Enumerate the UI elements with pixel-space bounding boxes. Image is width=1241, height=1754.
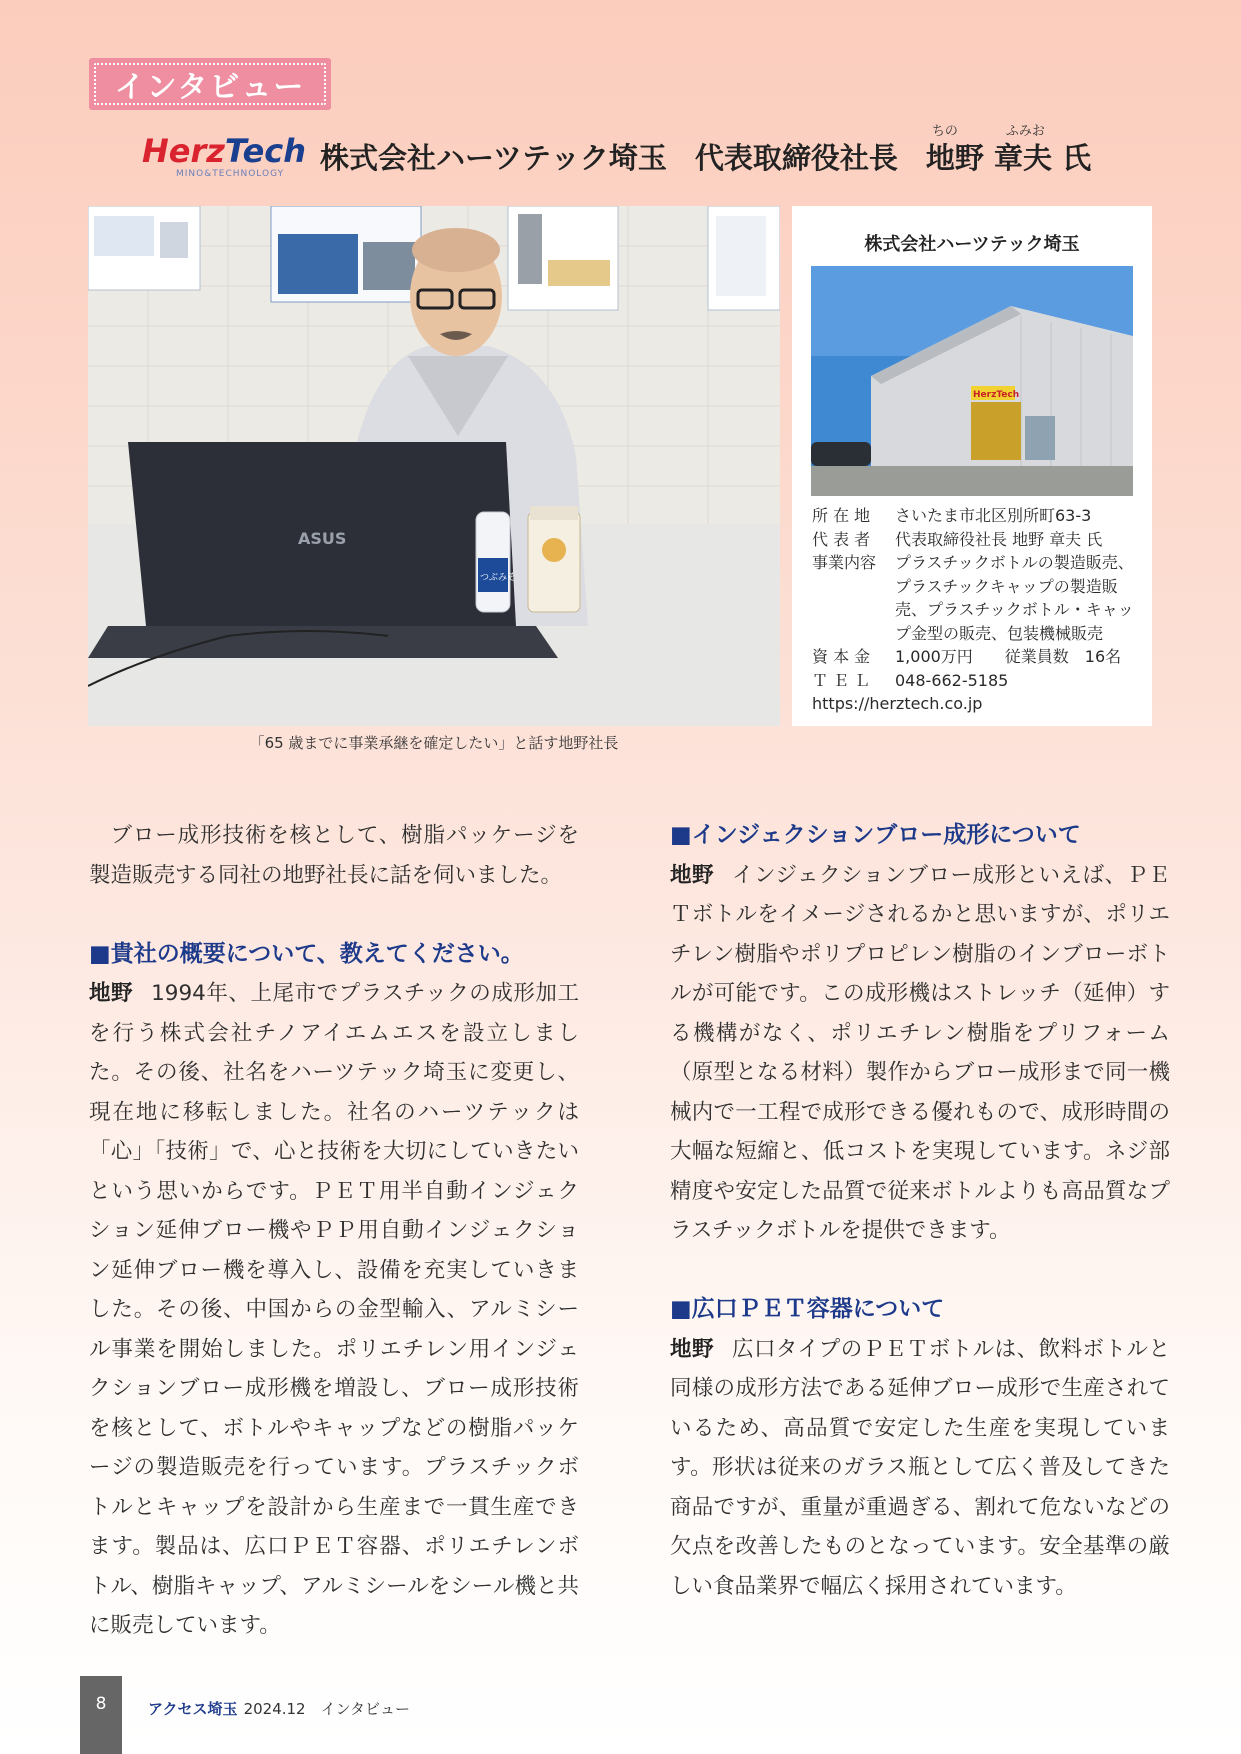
info-row-address: 所 在 地 さいたま市北区別所町63-3 xyxy=(812,506,1092,525)
building-illustration xyxy=(811,266,1133,496)
article-header xyxy=(142,124,1142,184)
info-row-tel: Ｔ Ｅ Ｌ 048-662-5185 xyxy=(812,670,1009,690)
company-name: 株式会社ハーツテック埼玉 xyxy=(320,141,667,175)
info-row-capital: 資 本 金 1,000万円 従業員数 16名 xyxy=(812,647,1122,666)
section2-text: インジェクションブロー成形といえば、ＰＥＴボトルをイメージされるかと思いますが、ポリエチレン樹脂やポリプロピレン樹脂のインブローボトルが可能です。この成形機はストレッチ（延伸）する機構がなく、ポリエチレン樹脂をプリフォーム（原型となる材料）製作からブロー成形まで同一機械内で一工程で成形できる優れもので、成形時間の大幅な短縮と、低コストを実現しています。ネジ部精度や安定した品質で従来ボトルよりも高品質なプラスチックボトルを提供できます。 xyxy=(670,862,1170,1243)
company-info-rows xyxy=(812,504,1142,716)
footer-info xyxy=(148,1698,410,1719)
company-url[interactable]: https://herztech.co.jp xyxy=(812,694,983,713)
position-title: 代表取締役社長 xyxy=(694,141,898,175)
section3-body xyxy=(670,1330,1170,1607)
section3-heading: ■広口ＰＥＴ容器について xyxy=(670,1296,945,1322)
article-column-right xyxy=(670,816,1170,1606)
article-title xyxy=(320,124,1092,177)
section2-heading: ■インジェクションブロー成形について xyxy=(670,822,1081,848)
section-badge xyxy=(89,58,331,110)
info-row-url xyxy=(812,692,1142,716)
logo-tech: Tech xyxy=(224,132,307,170)
section3-speaker: 地野 xyxy=(670,1336,714,1362)
article-column-left xyxy=(89,816,579,1646)
bottle-label: つぶみそ xyxy=(480,573,517,583)
magazine-name: アクセス埼玉 xyxy=(148,1700,238,1718)
article-intro: ブロー成形技術を核として、樹脂パッケージを製造販売する同社の地野社長に話を伺いました。 xyxy=(89,823,579,888)
section1-text: 1994年、上尾市でプラスチックの成形加工を行う株式会社チノアイエムエスを設立しました。その後、社名をハーツテック埼玉に変更し、現在地に移転しました。社名のハーツテックは「心」「技術」で、心と技術を大切にしていきたいという思いからです。ＰＥＴ用半自動インジェクション延伸ブロー機やＰＰ用自動インジェクション延伸ブロー機を導入し、設備を充実していきました。その後、中国からの金型輸入、アルミシール事業を開始しました。ポリエチレン用インジェクションブロー成形機を増設し、ブロー成形技術を核として、ボトルやキャップなどの樹脂パッケージの製造販売を行っています。プラスチックボトルとキャップを設計から生産まで一貫生産できます。製品は、広口ＰＥＴ容器、ポリエチレンボトル、樹脂キャップ、アルミシールをシール機と共に販売しています。 xyxy=(89,981,579,1638)
company-building-photo xyxy=(811,266,1133,496)
ruby-fumio: ふみお xyxy=(1005,124,1045,139)
section3-text: 広口タイプのＰＥＴボトルは、飲料ボトルと同様の成形方法である延伸ブロー成形で生産されているため、高品質で安定した生産を実現しています。形状は従来のガラス瓶として広く普及してきた商品ですが、重量が重過ぎる、割れて危ないなどの欠点を改善したものとなっています。安全基準の厳しい食品業界で幅広く採用されています。 xyxy=(670,1336,1170,1599)
laptop-brand: ASUS xyxy=(298,529,347,548)
ruby-chino: ちの xyxy=(931,124,958,139)
info-row-business: 事業内容 プラスチックボトルの製造販売、プラスチックキャップの製造販売、プラスチックボトル・キャップ金型の販売、包装機械販売 xyxy=(812,553,1134,643)
section1-body xyxy=(89,974,579,1646)
info-row-representative: 代 表 者 代表取締役社長 地野 章夫 氏 xyxy=(812,529,1103,549)
person-name: 地野 章夫 xyxy=(925,141,1052,175)
building-sign: HerzTech xyxy=(973,390,1020,400)
footer-section: インタビュー xyxy=(320,1700,411,1718)
section1-speaker: 地野 xyxy=(89,981,134,1006)
page-number: 8 xyxy=(95,1694,107,1714)
logo-herz: Herz xyxy=(142,132,225,170)
section-badge-label: インタビュー xyxy=(114,70,306,105)
interview-photo xyxy=(88,206,780,726)
issue-date: 2024.12 xyxy=(243,1700,306,1718)
photo-caption: 「65 歳までに事業承継を確定したい」と話す地野社長 xyxy=(249,734,619,752)
herztech-logo xyxy=(142,134,312,178)
interview-photo-illustration xyxy=(88,206,780,726)
honorific: 氏 xyxy=(1062,141,1092,175)
company-info-box xyxy=(792,206,1152,726)
section2-speaker: 地野 xyxy=(670,862,714,888)
company-info-title: 株式会社ハーツテック埼玉 xyxy=(864,234,1080,255)
section1-heading: ■貴社の概要について、教えてください。 xyxy=(89,940,524,967)
section2-body xyxy=(670,856,1170,1251)
footer-page-bar xyxy=(80,1676,122,1754)
logo-tagline: MINO&TECHNOLOGY xyxy=(176,169,285,179)
person-name-wrap xyxy=(925,124,1052,177)
